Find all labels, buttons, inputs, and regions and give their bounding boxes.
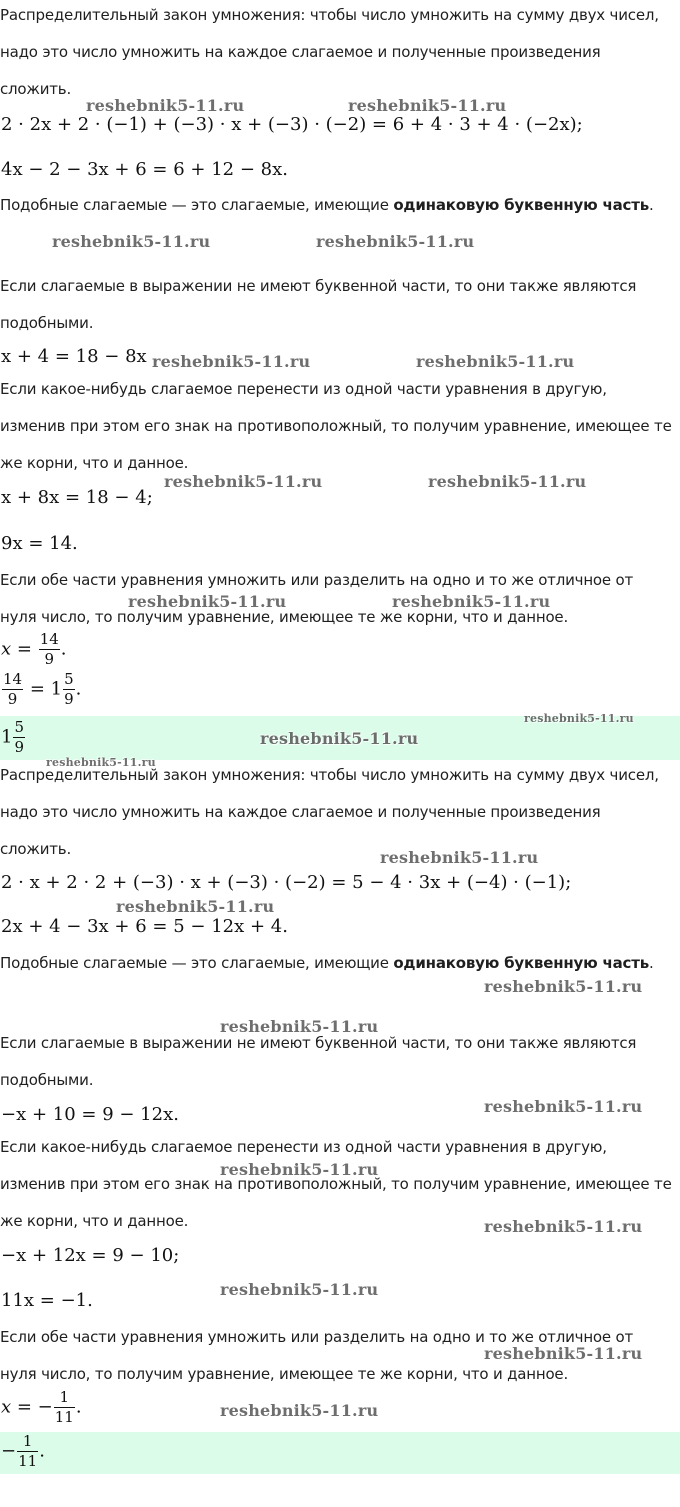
like-terms-dot: . (649, 954, 654, 972)
watermark: reshebnik5-11.ru (524, 712, 634, 725)
fraction-numerator: 14 (39, 630, 59, 648)
like-terms-text: Подобные слагаемые — это слагаемые, имеющие (0, 196, 394, 214)
fraction-denominator: 9 (44, 650, 54, 668)
answer-box-2 (0, 1432, 680, 1474)
watermark: reshebnik5-11.ru (46, 756, 156, 769)
fraction-denominator: 11 (18, 1452, 38, 1470)
answer-1 (1, 718, 26, 757)
watermark: reshebnik5-11.ru (484, 1217, 643, 1236)
answer-end: . (39, 1440, 45, 1462)
transfer-rule-1: Если какое-нибудь слагаемое перенести из одной части уравнения в другую, изменив при этом его знак на противоположный, то получим уравнение, имеющее те же корни, что и данное. (0, 380, 672, 472)
equation-2-combined: 11x = −1. (1, 1290, 93, 1311)
divide-rule-1: Если обе части уравнения умножить или разделить на одно и то же отличное от нуля число, то получим уравнение, имеющее те же корни, что и данное. (0, 571, 634, 626)
fraction (63, 670, 75, 709)
no-letter-rule-1: Если слагаемые в выражении не имеют буквенной части, то они также являются подобными. (0, 277, 637, 332)
like-terms-dot: . (649, 196, 654, 214)
equation-2-expand: 2 · x + 2 · 2 + (−3) · x + (−3) · (−2) = 5 − 4 · 3x + (−4) · (−1); (1, 872, 572, 893)
fraction (17, 1432, 38, 1471)
like-terms-rule-1 (0, 187, 672, 224)
fraction-numerator: 1 (54, 1388, 75, 1408)
eq-end: . (60, 638, 67, 660)
like-terms-text: Подобные слагаемые — это слагаемые, имеющие (0, 954, 394, 972)
watermark: reshebnik5-11.ru (128, 592, 287, 611)
watermark: reshebnik5-11.ru (116, 897, 275, 916)
answer-sign: − (1, 1440, 17, 1462)
fraction (2, 670, 23, 709)
equation-1-mixed (1, 670, 81, 709)
equation-1-transfer: x + 8x = 18 − 4; (1, 487, 153, 508)
watermark: reshebnik5-11.ru (484, 1097, 643, 1116)
equation-2-solution (1, 1388, 82, 1427)
eq-end: . (75, 1396, 82, 1418)
equation-1-expand: 2 · 2x + 2 · (−1) + (−3) · x + (−3) · (−2) = 6 + 4 · 3 + 4 · (−2x); (1, 114, 583, 135)
watermark: reshebnik5-11.ru (52, 232, 211, 251)
fraction-numerator: 5 (64, 670, 74, 688)
watermark: reshebnik5-11.ru (152, 352, 311, 371)
watermark: reshebnik5-11.ru (348, 96, 507, 115)
watermark: reshebnik5-11.ru (316, 232, 475, 251)
fraction-denominator: 9 (64, 690, 74, 708)
watermark: reshebnik5-11.ru (380, 848, 539, 867)
eq-end: . (75, 678, 82, 700)
watermark: reshebnik5-11.ru (484, 977, 643, 996)
equation-2-transfer: −x + 12x = 9 − 10; (1, 1245, 180, 1266)
fraction (54, 1388, 75, 1427)
watermark: reshebnik5-11.ru (392, 592, 551, 611)
equation-2-simplify: 2x + 4 − 3x + 6 = 5 − 12x + 4. (1, 916, 288, 937)
eq-mid: = 1 (24, 678, 63, 700)
fraction-numerator: 5 (14, 718, 24, 736)
watermark: reshebnik5-11.ru (220, 1017, 379, 1036)
watermark: reshebnik5-11.ru (484, 1344, 643, 1363)
answer-whole: 1 (1, 726, 13, 748)
fraction-denominator: 9 (7, 690, 18, 708)
transfer-rule-2: Если какое-нибудь слагаемое перенести из одной части уравнения в другую, изменив при этом его знак на противоположный, то получим уравнение, имеющее те же корни, что и данное. (0, 1138, 672, 1230)
fraction-numerator: 14 (3, 670, 23, 688)
equation-1-simplify: 4x − 2 − 3x + 6 = 6 + 12 − 8x. (1, 159, 288, 180)
eq-lhs: x = (1, 638, 38, 660)
watermark: reshebnik5-11.ru (164, 472, 323, 491)
like-terms-bold: одинаковую буквенную часть (393, 954, 650, 972)
fraction-numerator: 1 (17, 1432, 38, 1452)
fraction (39, 630, 60, 669)
watermark: reshebnik5-11.ru (416, 352, 575, 371)
no-letter-rule-2: Если слагаемые в выражении не имеют буквенной части, то они также являются подобными. (0, 1034, 637, 1089)
watermark: reshebnik5-11.ru (220, 1280, 379, 1299)
watermark: reshebnik5-11.ru (220, 1160, 379, 1179)
fraction-denominator: 11 (54, 1408, 74, 1426)
watermark: reshebnik5-11.ru (428, 472, 587, 491)
equation-1-solution (1, 630, 67, 669)
eq-lhs: x = − (1, 1396, 53, 1418)
watermark: reshebnik5-11.ru (220, 1401, 379, 1420)
watermark: reshebnik5-11.ru (260, 729, 419, 748)
distributive-rule-2: Распределительный закон умножения: чтобы число умножить на сумму двух чисел, надо это число умножить на каждое слагаемое и полученные произведения сложить. (0, 766, 659, 858)
watermark: reshebnik5-11.ru (86, 96, 245, 115)
fraction (13, 718, 25, 757)
like-terms-bold: одинаковую буквенную часть (393, 196, 650, 214)
equation-2-collect: −x + 10 = 9 − 12x. (1, 1104, 179, 1125)
fraction-denominator: 9 (14, 738, 24, 756)
answer-2 (1, 1432, 45, 1471)
equation-1-combined: 9x = 14. (1, 533, 78, 554)
equation-1-collect: x + 4 = 18 − 8x (1, 346, 147, 367)
distributive-rule-1: Распределительный закон умножения: чтобы число умножить на сумму двух чисел, надо это число умножить на каждое слагаемое и полученные произведения сложить. (0, 6, 659, 98)
divide-rule-2: Если обе части уравнения умножить или разделить на одно и то же отличное от нуля число, то получим уравнение, имеющее те же корни, что и данное. (0, 1328, 634, 1383)
